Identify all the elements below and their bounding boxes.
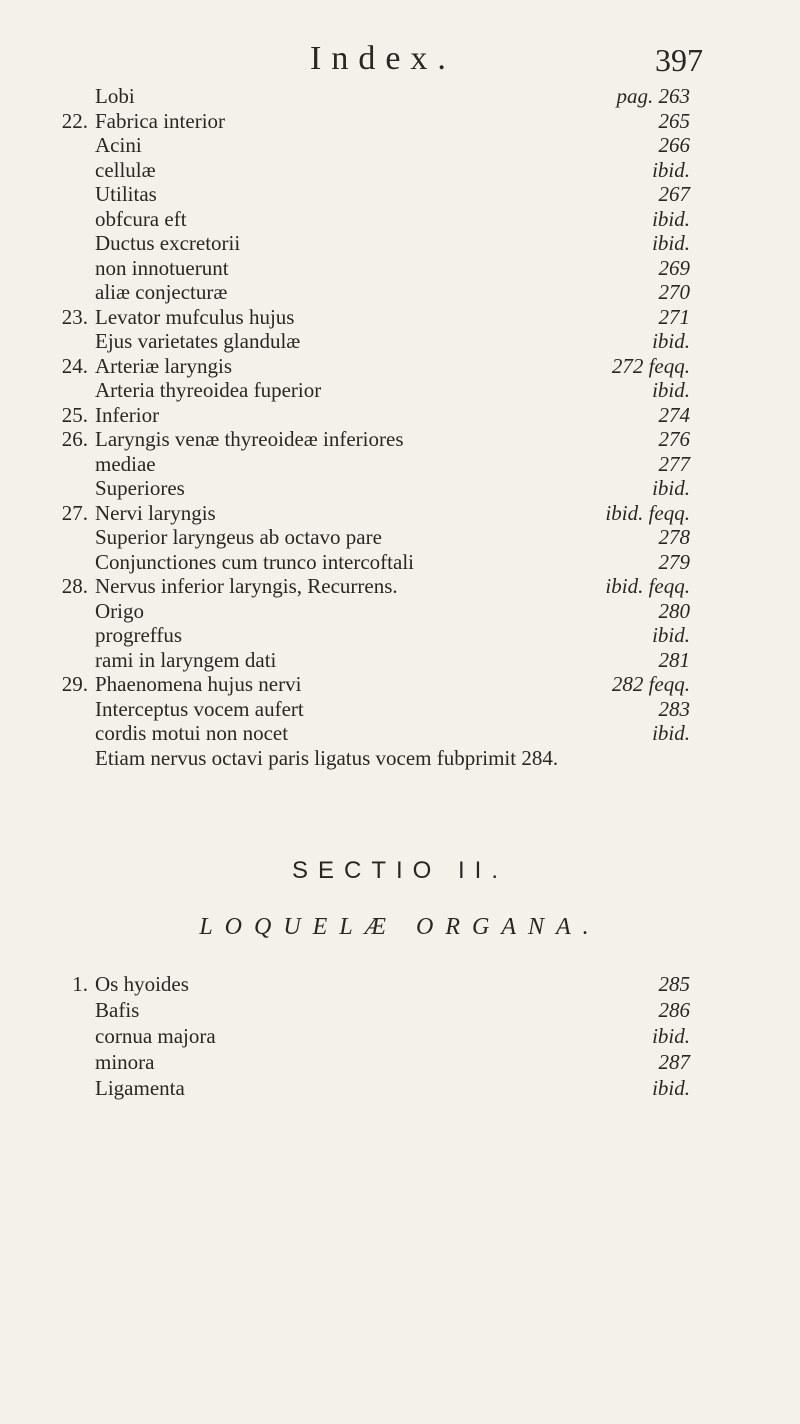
entry-label: Interceptus vocem aufert [95, 696, 304, 721]
entry-label: Bafis [95, 998, 140, 1022]
index-entry [0, 574, 800, 599]
entry-number: 27. [61, 500, 88, 525]
index-entry [0, 84, 800, 109]
entry-page: ibid. [652, 1024, 690, 1048]
entry-label: Conjunctiones cum trunco intercoftali [95, 549, 414, 574]
entry-page: 274 [658, 402, 690, 427]
entry-label: Origo [95, 598, 144, 623]
entry-page: ibid. [652, 231, 690, 255]
index-entry [0, 1024, 800, 1050]
index-entry [0, 501, 800, 526]
entry-label: Arteriæ laryngis [95, 353, 233, 378]
index-entry [0, 972, 800, 998]
entry-page: 267 [658, 182, 690, 206]
index-entry [0, 550, 800, 575]
entry-label: rami in laryngem dati [95, 647, 277, 672]
index-entry [0, 672, 800, 697]
entry-label: cellulæ [95, 157, 156, 182]
section-subheading: LOQUELÆ ORGANA. [199, 914, 601, 940]
entry-label: Ductus excretorii [95, 231, 241, 255]
index-entry [0, 623, 800, 648]
entry-page: 286 [658, 998, 690, 1022]
index-entry [0, 998, 800, 1024]
entry-page: 280 [658, 598, 690, 623]
entry-label: progreffus [95, 623, 183, 647]
entry-label: Ligamenta [95, 1076, 185, 1100]
entry-page: ibid. [652, 206, 690, 231]
entry-page: ibid. [652, 1076, 690, 1100]
entry-label: Levator mufculus hujus [95, 304, 295, 329]
entry-label: mediae [95, 451, 156, 476]
entry-label: minora [95, 1050, 155, 1074]
entry-label: Ejus varietates glandulæ [95, 329, 301, 353]
entry-label: Lobi [95, 84, 135, 108]
entry-page: ibid. [652, 378, 690, 402]
entry-label: Inferior [95, 402, 160, 427]
entry-page: ibid. [652, 157, 690, 182]
entry-page: 283 [658, 696, 690, 721]
entry-page: 271 [658, 304, 690, 329]
entry-label: Utilitas [95, 182, 157, 206]
entry-label: Nervus inferior laryngis, Recurrens. [95, 574, 398, 598]
entry-page: 278 [658, 525, 690, 549]
index-entry [0, 133, 800, 158]
entry-page: 276 [658, 427, 690, 451]
entry-label: Superiores [95, 476, 185, 500]
page-number: 397 [655, 42, 703, 78]
page-header [0, 40, 800, 80]
index-entry [0, 525, 800, 550]
entry-page: 287 [658, 1050, 690, 1074]
entry-page: 272 feqq. [611, 353, 690, 378]
entry-number: 22. [61, 108, 88, 133]
index-entry [0, 305, 800, 330]
entry-label: Laryngis venæ thyreoideæ inferiores [95, 427, 404, 451]
entry-page: ibid. [652, 623, 690, 647]
entry-number: 25. [61, 402, 88, 427]
entry-number: 29. [61, 672, 88, 696]
index-entry [0, 1050, 800, 1076]
entry-number: 1. [72, 972, 88, 996]
entry-page: ibid. [652, 476, 690, 500]
entry-number: 24. [61, 353, 88, 378]
entry-page: 270 [658, 280, 690, 304]
entry-number: 26. [61, 427, 88, 451]
index-entry [0, 599, 800, 624]
entry-label: aliæ conjecturæ [95, 280, 228, 304]
entry-label: Etiam nervus octavi paris ligatus vocem fubprimit 284. [95, 745, 559, 770]
entry-label: Arteria thyreoidea fuperior [95, 378, 322, 402]
index-entry [0, 648, 800, 673]
index-entry [0, 109, 800, 134]
index-entries [0, 84, 800, 770]
entry-page: ibid. [652, 721, 690, 745]
index-entry [0, 280, 800, 305]
entry-page: 279 [658, 549, 690, 574]
section-heading: SECTIO II. [291, 857, 508, 884]
entry-label: non innotuerunt [95, 255, 229, 280]
index-entry [0, 329, 800, 354]
index-entry [0, 697, 800, 722]
entry-page: pag. 263 [616, 84, 690, 108]
entry-page: 285 [658, 972, 690, 996]
index-entry [0, 427, 800, 452]
index-entry [0, 452, 800, 477]
index-entry [0, 256, 800, 281]
index-entry [0, 1076, 800, 1102]
index-entry [0, 158, 800, 183]
index-entry [0, 378, 800, 403]
entry-page: 277 [658, 451, 690, 476]
entry-label: Os hyoides [95, 972, 189, 996]
index-entry [0, 231, 800, 256]
index-entry [0, 207, 800, 232]
entry-label: Acini [95, 133, 142, 157]
index-entry [0, 354, 800, 379]
entry-label: Phaenomena hujus nervi [95, 672, 302, 696]
index-entry [0, 403, 800, 428]
entry-number: 28. [61, 574, 88, 598]
entry-label: obfcura eft [95, 206, 187, 231]
entry-label: Fabrica interior [95, 108, 226, 133]
entry-page: 281 [658, 647, 690, 672]
index-entries-section-2 [0, 972, 800, 1102]
entry-label: cornua majora [95, 1024, 216, 1048]
running-title: Index. [310, 40, 456, 77]
entry-label: Superior laryngeus ab octavo pare [95, 525, 382, 549]
entry-label: cordis motui non nocet [95, 721, 289, 745]
entry-number: 23. [61, 304, 88, 329]
entry-page: 265 [658, 108, 690, 133]
entry-page: ibid. feqq. [605, 500, 690, 525]
entry-page: ibid. [652, 329, 690, 353]
entry-page: 269 [658, 255, 690, 280]
index-entry [0, 182, 800, 207]
index-entry [0, 746, 800, 771]
entry-page: 266 [658, 133, 690, 157]
entry-page: ibid. feqq. [605, 574, 690, 598]
index-entry [0, 721, 800, 746]
index-entry [0, 476, 800, 501]
entry-label: Nervi laryngis [95, 500, 216, 525]
entry-page: 282 feqq. [611, 672, 690, 696]
